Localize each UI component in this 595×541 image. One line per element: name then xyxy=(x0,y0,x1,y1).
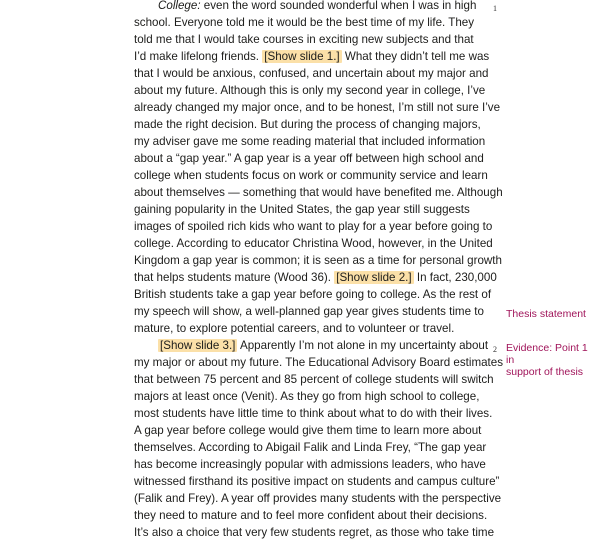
annotation-evidence xyxy=(506,342,594,378)
text-line: my speech will show, a well-planned gap year gives students time to xyxy=(134,305,484,318)
text-span: I’d make lifelong friends. xyxy=(134,50,263,63)
annotation-evidence-line2: support of thesis xyxy=(506,366,584,378)
text-line: about themselves — something that would have benefited me. Although xyxy=(134,186,503,199)
college-word: College: xyxy=(158,0,201,12)
text-line: my adviser gave me some reading material that included information xyxy=(134,135,486,148)
annotation-thesis-statement: Thesis statement xyxy=(506,308,586,320)
slide-cue-2: [Show slide 2.] xyxy=(336,271,412,284)
text-line: themselves. According to Abigail Falik and Linda Frey, “The gap year xyxy=(134,441,487,454)
text-line xyxy=(134,269,497,286)
text-line: college. According to educator Christina Wood, however, in the United xyxy=(134,237,493,250)
text-line: about my future. Although this is only my second year in college, I’ve xyxy=(134,84,486,97)
paragraph-2 xyxy=(134,337,504,541)
text-line: that I would be anxious, confused, and uncertain about my major and xyxy=(134,67,489,80)
paragraph-1 xyxy=(134,0,503,337)
text-span: In fact, 230,000 xyxy=(413,271,497,284)
text-line: witnessed firsthand its positive impact on students and campus culture” xyxy=(134,475,500,488)
text-span: What they didn’t tell me was xyxy=(341,50,490,63)
text-line: college when students focus on work or community service and learn xyxy=(134,169,488,182)
slide-cue-1: [Show slide 1.] xyxy=(264,50,340,63)
speech-text xyxy=(134,0,504,541)
text-line: (Falik and Frey). A year off provides many students with the perspective xyxy=(134,492,502,505)
text-line: most students have little time to think about what to do with their lives. xyxy=(134,407,493,420)
text-line: It’s also a choice that very few students regret, as those who take time xyxy=(134,526,495,539)
text-line: my major or about my future. The Educational Advisory Board estimates xyxy=(134,356,504,369)
annotation-evidence-line1: Evidence: Point 1 in xyxy=(506,342,588,366)
text-line: gaining popularity in the United States, the gap year still suggests xyxy=(134,203,470,216)
text-line: majors at least once (Venit). As they go from high school to college, xyxy=(134,390,480,403)
text-line: images of spoiled rich kids who want to play for a year before going to xyxy=(134,220,493,233)
text-line: they need to mature and to feel more confident about their decisions. xyxy=(134,509,488,522)
text-line: about a “gap year.” A gap year is a year off between high school and xyxy=(134,152,484,165)
text-span: Apparently I’m not alone in my uncertainty about xyxy=(237,339,489,352)
text-line xyxy=(134,48,494,65)
paragraph-number-2: 2 xyxy=(493,345,497,354)
text-line xyxy=(134,337,494,354)
text-span: even the word sounded wonderful when I was in high xyxy=(200,0,477,12)
text-line: told me that I would take courses in exciting new subjects and that xyxy=(134,33,474,46)
text-line: mature, to explore potential careers, and to volunteer or travel. xyxy=(134,322,455,335)
text-line: school. Everyone told me it would be the best time of my life. They xyxy=(134,16,475,29)
paragraph-number-1: 1 xyxy=(493,4,497,13)
text-line: that between 75 percent and 85 percent of college students will switch xyxy=(134,373,494,386)
text-line: British students take a gap year before going to college. As the rest of xyxy=(134,288,492,301)
slide-cue-3: [Show slide 3.] xyxy=(160,339,236,352)
text-line: A gap year before college would give them time to learn more about xyxy=(134,424,482,437)
text-line xyxy=(134,0,494,14)
text-line: made the right decision. But during the process of changing majors, xyxy=(134,118,481,131)
text-line: Kingdom a gap year is common; it is seen as a time for personal growth xyxy=(134,254,502,267)
text-line: has become increasingly popular with admissions leaders, who have xyxy=(134,458,486,471)
text-line: already changed my major once, and to be honest, I’m still not sure I’ve xyxy=(134,101,501,114)
text-span: that helps students mature (Wood 36). xyxy=(134,271,335,284)
